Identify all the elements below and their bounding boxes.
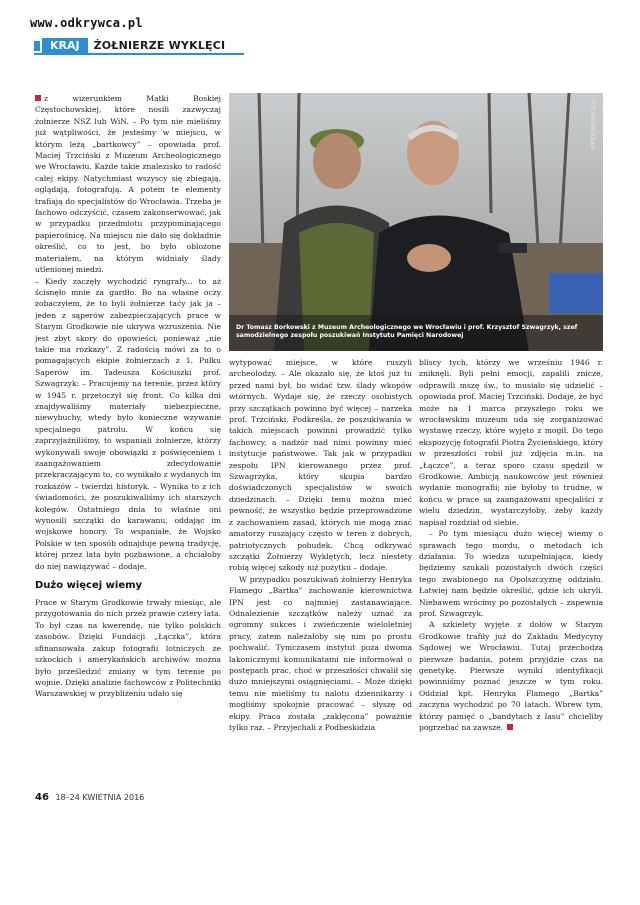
article-column-2 xyxy=(229,357,412,797)
section-header xyxy=(34,38,249,53)
page-footer xyxy=(35,792,144,803)
article-column-1 xyxy=(35,93,221,788)
section-subtitle: ŻOŁNIERZE WYKLĘCI xyxy=(93,39,226,52)
article-photo xyxy=(229,93,603,351)
col1-paragraph-2: – Kiedy zaczęły wychodzić ryngrafy... to aż ścisnęło mnie za gardło. Bo na własne oczy zobaczyłem, że to byli żołnierze taćy jak ja – jeden z sąperów zabezpieczających prace w Starym Grodkowie nie ukrywa wzruszenia. Nie jest zbyt skory do opowieści, ponieważ „nie takie ma rozkazy”. Z radością mówi za to o pomagających ekipie żołnierzach z 1. Pułku Saperów im. Tadeusza Kościuszki prof. Szwagrzyk: – Pracujemy na terenie, przez który w 1945 r. przetoczył się front. Co kilka dni znajdywaliśmy materiały niebezpieczne, niewybuchy, wtedy było konieczne wzywanie specjalnego patrolu. W końcu się zaprzyjaźniliśmy, to wspaniali żołnierze, którzy wykonywali swoje obowiązki z poświęceniem i zaangażowaniem zdecydowanie przekraczającym to, co wynikało z wydanych im rozkazów – twierdzi historyk. – Wynika to z ich świadomości, że poszukiwaliśmy ich starszych kolegów. Ostatniego dnia to właśnie oni wynosili szczątki do karawanu, oddając im wojskowe honory. To wspaniałe, że Wojsko Polskie w ten sposób odnajduje pewną tradycję, której przez lata było pozbawione, a chciałoby do niej nawiązywać – dodaje. xyxy=(35,276,221,571)
header-rule xyxy=(34,53,244,55)
col1-paragraph-1: z wizerunkiem Matki Boskiej Częstochowskiej, które nosili zazwyczaj żołnierze NSZ lub WiN. – Po tym nie mieliśmy już wątpliwości, że jesteśmy w miejscu, w którym leżą „bartkowcy” – opowiada prof. Maciej Trzciński z Muzeum Archeologicznego we Wrocławiu. Każde takie znalezisko to radość całej ekipy. Natychmiast wszyscy się zbiegają, oglądają, fotografują. A potem te elementy trafiają do specjalistów do Wrocławia. Trzeba je fachowo odczyścić, czasem zakonserwować, jak w przypadku przedmiotu przypominającego papierośnicę. Na miejscu nie dało się dokładnie określić, co to jest, bo było oblożone materiałem, na którym widniały ślady utlenionej miedzi. xyxy=(35,94,221,275)
photo-caption: Dr Tomasz Borkowski z Muzeum Archeologicznego we Wrocławiu i prof. Krzysztof Szwagrzyk, szef samodzielnego zespołu poszukiwań Instytutu Pamięci Narodowej xyxy=(236,324,578,340)
col3-paragraph-3: A szkielety wyjęte z dołów w Starym Grodkowie trafiły już do Zakładu Medycyny Sądowej we Wrocławiu. Tutaj przechodzą pierwsze badania, potem przyjdzie czas na genetykę. Pierwsze wyniki identyfikacji powinniśmy poznać jeszcze w tym roku. Oddział kpt. Henryka Flamego „Bartka” zaczyna wychodzić po 70 latach. Wbrew tym, którzy pamięć o „bandytach z lasu” chcieliby pogrzebać na zawsze. xyxy=(419,620,603,732)
photo-credit: FOT. IPN WROCŁAW xyxy=(589,100,595,150)
section-subheading: Dużo więcej wiemy xyxy=(35,580,143,592)
col3-paragraph-2: – Po tym miesiącu dużo więcej wiemy o sprawach tego mordu, o metodach ich działania. To wiedza uzupełniająca, kiedy będziemy szukali pozostałych dwóch części tego zwabionego na Opolszczyznę oddziału. Łatwiej nam będzie określić, gdzie ich ukryli. Niebawem wrócimy po pozostałych – zapewnia prof. Szwagrzyk. xyxy=(419,529,603,618)
site-url: www.odkrywca.pl xyxy=(30,16,143,30)
col2-paragraph-1: wytypować miejsce, w które ruszyli archeolodzy. – Ale okazało się, że ktoś już tu przed nami był, bo widać tzw. ślady wkopów wtórnych. Wydaje się, że rzeczy osobistych przy szczątkach powinno być więcej – narzeka prof. Trzciński. Podkreśla, że poszukiwania w takich miejscach powinni prowadzić tylko fachowcy, a nadzór nad nimi powinny mieć instytucje państwowe. Tak jak w przypadku zespołu IPN kierowanego przez prof. Szwagrzyka, który skupia bardzo doświadczonych specjalistów w swoich dziedzinach. – Dzięki temu można mieć pewność, że wszystko będzie przeprowadzone z zachowaniem zasad, których nie mogą znać amatorzy ruszający często w teren z dobrych, patriotycznych pobudek. Chcą odkrywać szczątki Żołnierzy Wyklętych, lecz niestety robią więcej szkody niż pożytku – dodaje. xyxy=(229,358,412,573)
col3-paragraph-1: bliscy tych, którzy we wrześniu 1946 r. zniknęli. Byli pełni emocji, zapalili znicze, odprawili mszę św., to musiało się udzielić – opowiada prof. Maciej Trzciński. Dodaje, że być może na 1 marca przyszłego roku we wrocławskim muzeum uda się zorganizować wystawę rzeczy, które wyjęto z mogił. Do tego ekspozycję fotografii Piotra Życieńskiego, który w przeszłości robił już zdjęcia m.in. na „Łączce”, a teraz sporo czasu spędził w Grodkowie. Ambicją naukowców jest również wydanie monografii; nie byłoby to trudne, w końcu w prace są zaangażowani specjaliści z wielu dziedzin, wystarczyłoby, żeby każdy napisał rozdział od siebie. xyxy=(419,358,603,527)
article-end-icon xyxy=(507,724,513,730)
section-label: KRAJ xyxy=(42,38,88,53)
page-number: 46 xyxy=(35,792,49,803)
col2-paragraph-2: W przypadku poszukiwań żołnierzy Henryka Flamego „Bartka” zachowanie kierownictwa IPN jest co najmniej zastanawiające. Odnalezienie szczątków należy uznać za ogromny sukces i zwieńczenie wieloletniej pracy, zatem należałoby się nim po prostu pochwalić. Tymczasem instytut poza dwoma lakonicznymi komunikatami nie informował o postępach prac, choć w przeszłości chwalił się dużo mniejszymi osiągnięciami. – Może dzięki temu nie mieliśmy tu nalotu dziennikarzy i mogliśmy spokojnie pracować – słyszę od ekipy. Praca została „zaklęcona” poważnie tylko raz. – Przyjechali z Podbeskidzia xyxy=(229,574,412,732)
photo-image xyxy=(229,93,603,351)
paragraph-bullet-icon xyxy=(35,95,41,101)
article-column-3 xyxy=(419,357,603,797)
header-square-icon xyxy=(34,41,40,51)
issue-date: 18–24 KWIETNIA 2016 xyxy=(55,793,145,802)
col1-paragraph-3: Prace w Starym Grodkowie trwały miesiąc, ale przygotowania do nich przez prawie cztery lata. To był czas na kwerendę, nie tylko polskich zasobów. Dzięki Fundacji „Łączka”, która sfinansowała zakup fotografii lotniczych ze szkockich i amerykańskich archiwów można było prześledzić zmiany w tym terenie po wojnie. Dzięki analizie fachowców z Politechniki Warszawskiej w przybliżeniu udało się xyxy=(35,598,221,699)
